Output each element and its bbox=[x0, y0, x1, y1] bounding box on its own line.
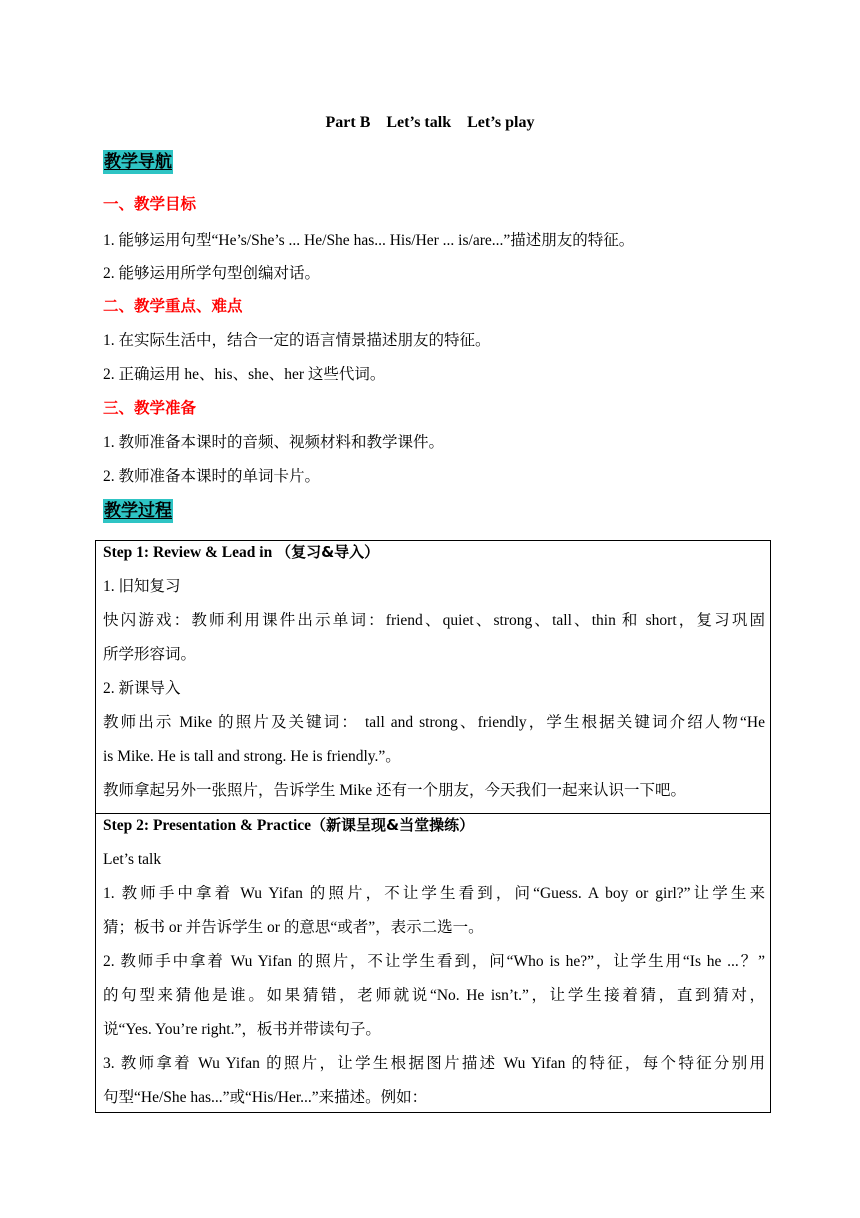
step-1-title-en: Step 1: Review & Lead in bbox=[103, 544, 273, 561]
step-2-line: 句型“He/She has...”或“His/Her...”来描述。例如： bbox=[103, 1089, 428, 1106]
heading-objectives: 一、教学目标 bbox=[103, 195, 197, 213]
step-1-line: 2. 新课导入 bbox=[103, 680, 181, 697]
objective-item: 2. 能够运用所学句型创编对话。 bbox=[103, 265, 321, 282]
step-1-line: 教师出示 Mike 的照片及关键词： tall and strong、friendly，学生根据关键词介绍人物“He bbox=[103, 714, 765, 731]
key-point-item: 2. 正确运用 he、his、she、her 这些代词。 bbox=[103, 366, 386, 383]
step-1-title-cn: （复习&导入） bbox=[276, 543, 380, 561]
step-1-line: 教师拿起另外一张照片，告诉学生 Mike 还有一个朋友，今天我们一起来认识一下吧。 bbox=[103, 782, 686, 799]
step-2-line: 说“Yes. You’re right.”，板书并带读句子。 bbox=[103, 1021, 381, 1038]
heading-key-points: 二、教学重点、难点 bbox=[103, 297, 243, 315]
step-2-title bbox=[103, 808, 765, 843]
step-2-line: Let’s talk bbox=[103, 851, 162, 868]
step-1-line: 所学形容词。 bbox=[103, 646, 197, 663]
step-2-line: 2. 教师手中拿着 Wu Yifan 的照片，不让学生看到，问“Who is he?”，让学生用“Is he ...？” bbox=[103, 953, 765, 970]
step-2-line: 猜；板书 or 并告诉学生 or 的意思“或者”，表示二选一。 bbox=[103, 919, 484, 936]
step-1-line: is Mike. He is tall and strong. He is friendly.”。 bbox=[103, 748, 401, 765]
section-tag-teaching-process: 教学过程 bbox=[104, 501, 172, 521]
step-2-title-cn: （新课呈现&当堂操练） bbox=[311, 816, 475, 834]
step-1-cell bbox=[95, 540, 771, 814]
step-2-title-en: Step 2: Presentation & Practice bbox=[103, 817, 312, 834]
step-2-line: 3. 教师拿着 Wu Yifan 的照片，让学生根据图片描述 Wu Yifan 的特征，每个特征分别用 bbox=[103, 1055, 765, 1072]
step-1-line: 快闪游戏：教师利用课件出示单词：friend、quiet、strong、tall、thin 和 short，复习巩固 bbox=[103, 612, 765, 629]
key-point-item: 1. 在实际生活中，结合一定的语言情景描述朋友的特征。 bbox=[103, 332, 491, 349]
step-2-line: 1. 教师手中拿着 Wu Yifan 的照片，不让学生看到，问“Guess. A boy or girl?”让学生来 bbox=[103, 885, 765, 902]
step-2-cell bbox=[95, 813, 771, 1113]
heading-preparation: 三、教学准备 bbox=[103, 399, 197, 417]
page-title: Part B Let’s talk Let’s play bbox=[325, 114, 535, 131]
step-2-line: 的句型来猜他是谁。如果猜错，老师就说“No. He isn’t.”，让学生接着猜，直到猜对， bbox=[103, 987, 765, 1004]
preparation-item: 2. 教师准备本课时的单词卡片。 bbox=[103, 468, 321, 485]
preparation-item: 1. 教师准备本课时的音频、视频材料和教学课件。 bbox=[103, 434, 445, 451]
objective-item: 1. 能够运用句型“He’s/She’s ... He/She has... His/Her ... is/are...”描述朋友的特征。 bbox=[103, 232, 635, 249]
section-tag-teaching-nav: 教学导航 bbox=[104, 152, 172, 172]
step-1-title bbox=[103, 535, 765, 570]
step-1-line: 1. 旧知复习 bbox=[103, 578, 181, 595]
